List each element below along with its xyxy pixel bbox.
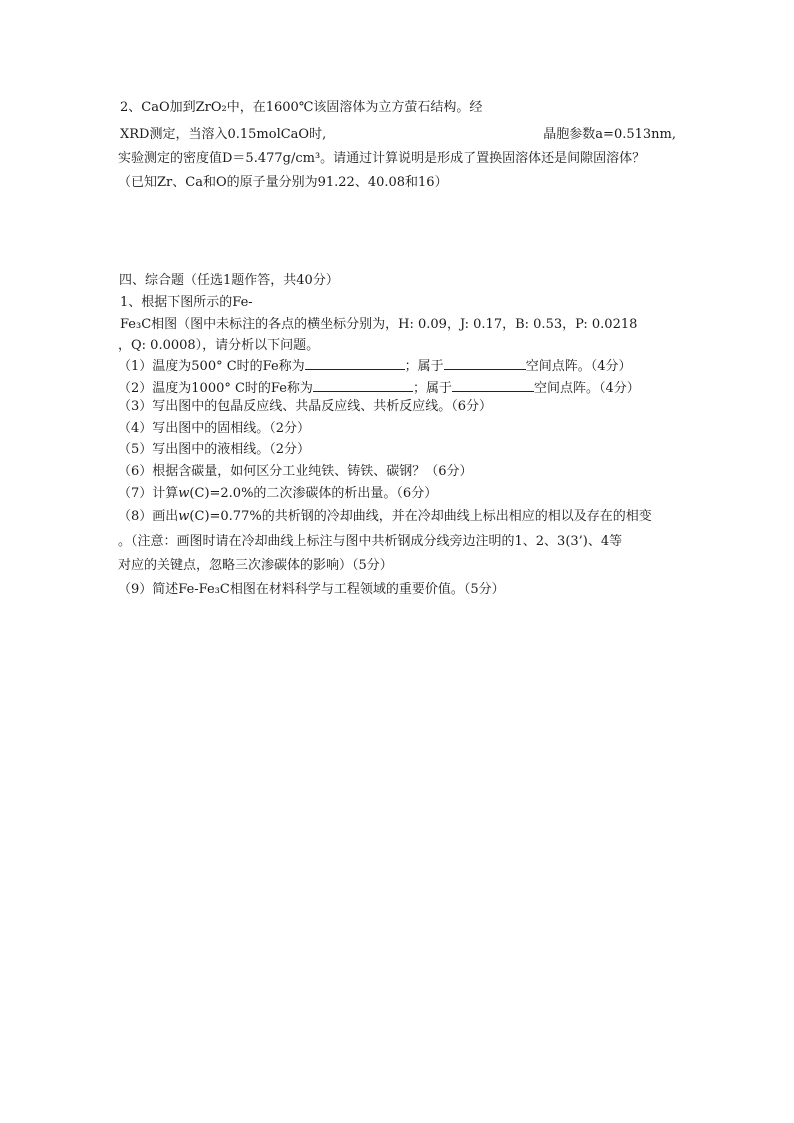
q2-line-1: 2、CaO加到ZrO₂中，在1600℃该固溶体为立方萤石结构。经 bbox=[120, 100, 483, 115]
sub-question-8-line-3: 对应的关键点，忽略三次渗碳体的影响）（5分） bbox=[118, 558, 393, 573]
sub-question-4: （4）写出图中的固相线。（2分） bbox=[118, 421, 311, 436]
sub-question-2 bbox=[118, 378, 640, 398]
sub-question-1-text-b: ；属于 bbox=[404, 359, 444, 374]
sub-question-6: （6）根据含碳量，如何区分工业纯铁、铸铁、碳钢？（6分） bbox=[118, 464, 473, 479]
sub-question-8-line-2: 。（注意：画图时请在冷却曲线上标注与图中共析钢成分线旁边注明的1、2、3(3’)、4等 bbox=[118, 534, 623, 549]
answer-blank[interactable] bbox=[444, 356, 526, 370]
sub-question-3: （3）写出图中的包晶反应线、共晶反应线、共析反应线。（6分） bbox=[118, 399, 493, 414]
answer-blank[interactable] bbox=[313, 378, 413, 392]
sub-question-1-text-a: （1）温度为500° C时的Fe称为 bbox=[118, 359, 305, 374]
section-title: 四、综合题（任选1题作答，共40分） bbox=[119, 273, 339, 288]
mass-fraction-symbol: w bbox=[178, 509, 190, 524]
q2-line-4: （已知Zr、Ca和O的原子量分别为91.22、40.08和16） bbox=[118, 175, 448, 190]
mass-fraction-symbol: w bbox=[178, 486, 190, 501]
sub-question-1-text-c: 空间点阵。（4分） bbox=[525, 359, 632, 374]
q2-line-3: 实验测定的密度值D＝5.477g/cm³。请通过计算说明是形成了置换固溶体还是间隙固溶体？ bbox=[118, 151, 646, 166]
q2-line-2 bbox=[120, 126, 676, 144]
q2-line-2-left: XRD测定，当溶入0.15molCaO时, bbox=[120, 127, 327, 142]
sub-question-2-text-c: 空间点阵。（4分） bbox=[533, 381, 640, 396]
q2-line-2-right: 晶胞参数a=0.513nm, bbox=[543, 127, 676, 142]
sub-question-7-text-a: （7）计算 bbox=[118, 486, 179, 501]
sub-question-8-line-1 bbox=[118, 508, 652, 526]
sub-question-5: （5）写出图中的液相线。（2分） bbox=[118, 442, 311, 457]
answer-blank[interactable] bbox=[305, 356, 405, 370]
q1-intro-line-3: ，Q: 0.0008），请分析以下问题。 bbox=[118, 338, 320, 353]
q1-intro-line-1: 1、根据下图所示的Fe- bbox=[120, 295, 253, 310]
sub-question-2-text-b: ；属于 bbox=[412, 381, 452, 396]
answer-blank[interactable] bbox=[452, 378, 534, 392]
sub-question-7-text-b: (C)=2.0%的二次渗碳体的析出量。（6分） bbox=[189, 486, 438, 501]
q1-intro-line-2: Fe₃C相图（图中未标注的各点的横坐标分别为，H: 0.09，J: 0.17，B: 0.53，P: 0.0218 bbox=[120, 317, 638, 332]
sub-question-2-text-a: （2）温度为1000° C时的Fe称为 bbox=[118, 381, 313, 396]
sub-question-8-text-b: (C)=0.77%的共析钢的冷却曲线，并在冷却曲线上标出相应的相以及存在的相变 bbox=[189, 509, 652, 524]
sub-question-8-text-a: （8）画出 bbox=[118, 509, 179, 524]
sub-question-7 bbox=[118, 485, 437, 503]
sub-question-1 bbox=[118, 356, 631, 376]
sub-question-9: （9）简述Fe-Fe₃C相图在材料科学与工程领域的重要价值。（5分） bbox=[118, 582, 505, 597]
